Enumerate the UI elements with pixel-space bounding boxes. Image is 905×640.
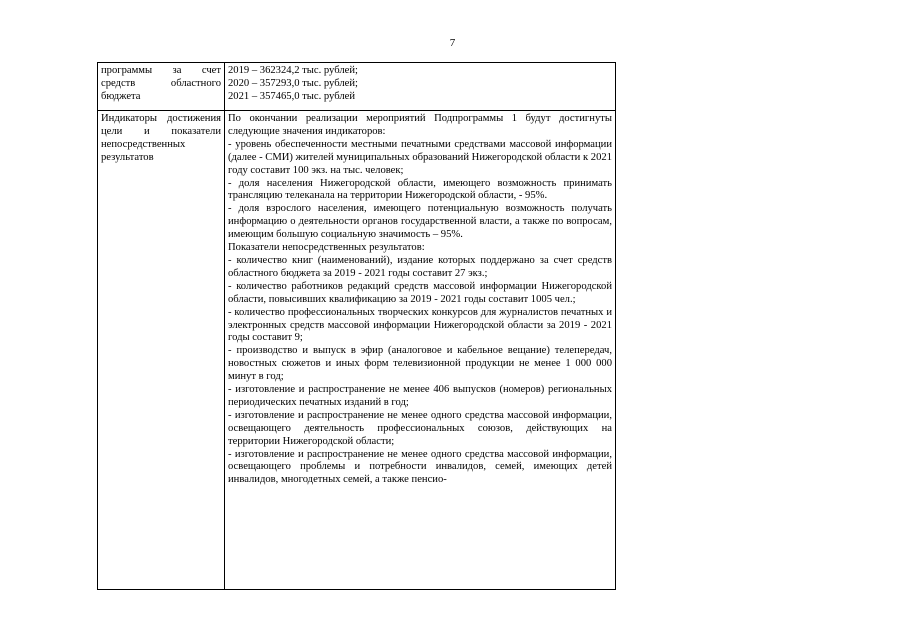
page-number: 7	[449, 37, 456, 49]
financing-line: 2020 – 357293,0 тыс. рублей;	[228, 77, 358, 89]
passport-table	[97, 62, 616, 590]
indicator-paragraph: По окончании реализации мероприятий Подпрограммы 1 будут достигнуты следующие значения индикаторов:	[228, 113, 612, 137]
indicator-paragraph: - количество книг (наименований), издание которых поддержано за счет средств областного бюджета за 2019 - 2021 годы составит 27 экз.;	[228, 254, 612, 279]
financing-values-cell	[225, 63, 616, 111]
indicators-label-cell	[98, 111, 225, 590]
indicators-label: Индикаторы достижения цели и показатели непосредственных результатов	[101, 113, 221, 163]
indicator-paragraph: - изготовление и распространение не менее одного средства массовой информации, освещающего деятельность профессиональных союзов, действующих на территории Нижегородской области;	[228, 409, 612, 447]
indicator-paragraph: - изготовление и распространение не менее 406 выпусков (номеров) региональных периодических печатных изданий в год;	[228, 384, 612, 408]
financing-label: программы за счет средств областного бюджета	[101, 65, 221, 102]
indicator-paragraph: - доля взрослого населения, имеющего потенциальную возможность получать информацию о деятельности органов государственной власти, а также по вопросам, имеющим большую социальную значимость – 95%.	[228, 203, 612, 241]
indicator-paragraph: - количество профессиональных творческих конкурсов для журналистов печатных и электронных средств массовой информации Нижегородской области за 2019 - 2021 годы составит 9;	[228, 306, 612, 344]
table-row-financing	[98, 63, 616, 111]
indicator-paragraph: - уровень обеспеченности местными печатными средствами массовой информации (далее - СМИ) жителей муниципальных образований Нижегородской области к 2021 году составит 100 экз. на тыс. человек;	[228, 138, 612, 176]
indicator-paragraph: Показатели непосредственных результатов:	[228, 242, 425, 254]
financing-line: 2019 – 362324,2 тыс. рублей;	[228, 65, 358, 76]
indicators-text-cell	[225, 111, 616, 590]
indicator-paragraph: - количество работников редакций средств массовой информации Нижегородской области, повысивших квалификацию за 2019 - 2021 годы составит 1005 чел.;	[228, 280, 612, 305]
indicator-paragraph: - изготовление и распространение не менее одного средства массовой информации, освещающего проблемы и потребности инвалидов, семей, имеющих детей инвалидов, многодетных семей, а также пенсио-	[228, 448, 612, 486]
indicator-paragraph: - доля населения Нижегородской области, имеющего возможность принимать трансляцию телеканала на территории Нижегородской области, - 95%.	[228, 177, 612, 202]
financing-line: 2021 – 357465,0 тыс. рублей	[228, 90, 356, 102]
table-row-indicators	[98, 111, 616, 590]
indicator-paragraph: - производство и выпуск в эфир (аналоговое и кабельное вещание) телепередач, новостных сюжетов и иных форм телевизионной продукции не менее 1 000 000 минут в год;	[228, 345, 612, 383]
financing-label-cell	[98, 63, 225, 111]
